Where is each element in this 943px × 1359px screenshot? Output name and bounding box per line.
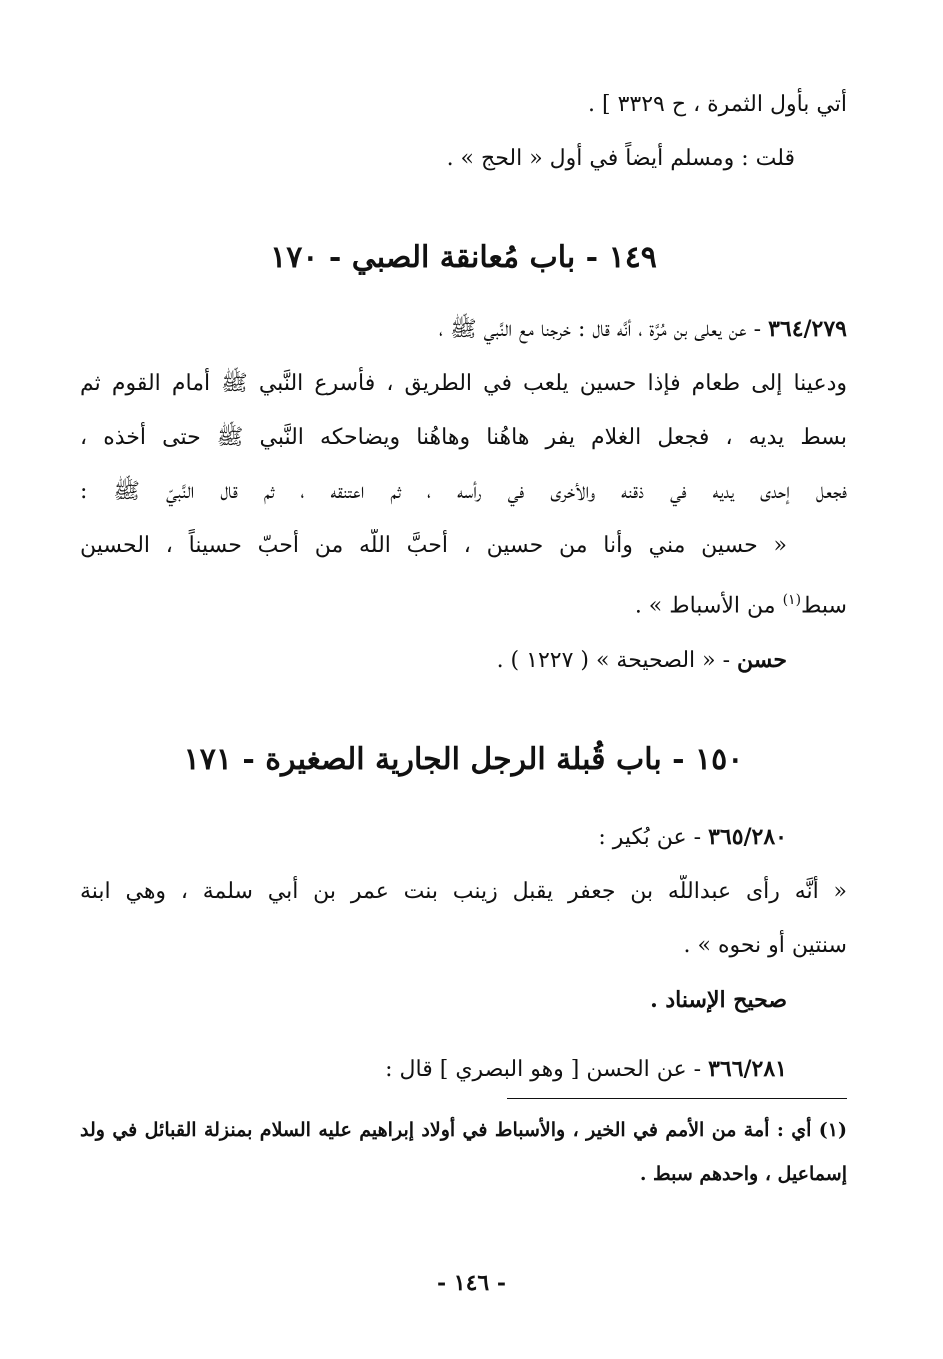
hadith-first-line (80, 820, 847, 855)
grade-source: - « الصحيحة » ( ١٢٢٧ ) . (496, 648, 738, 674)
footnote-separator (507, 1098, 847, 1099)
hadith-line: فجعل إحدى يديه في ذقنه والأخرى في رأسه ، ثم اعتنقه ، ثم قال النَّبيّ ﷺ : (80, 479, 847, 504)
hadith-first-line (80, 312, 847, 347)
footnote-line: (١) أي : أمة من الأمم في الخير ، والأسباط في أولاد إبراهيم عليه السلام بمنزلة القبائل في ولد (80, 1119, 847, 1141)
hadith-text: - عن يعلى بن مُرَّة ، أنَّه قال : خرجنا مع النَّبي ﷺ ، (438, 317, 762, 342)
grade-line: صحيح الإسناد . (650, 987, 787, 1013)
footnotes (80, 1112, 847, 1192)
chapter-heading-150: ١٥٠ - باب قُبلة الرجل الجارية الصغيرة - ١٧١ (183, 742, 744, 777)
top-continuation (80, 88, 847, 176)
hadith-280 (80, 820, 847, 1017)
hadith-line: « حسين مني وأنا من حسين ، أحبَّ اللَّه من أحبّ حسيناً ، الحسين (80, 533, 787, 558)
hadith-last-line (80, 583, 847, 623)
note-line: قلت : ومسلم أيضاً في أول « الحج » . (446, 146, 795, 171)
word-sibt: سبط (801, 593, 847, 619)
hadith-last-line: سنتين أو نحوه » . (683, 933, 847, 958)
grade-word: حسن (737, 647, 787, 674)
hadith-text-end: من الأسباط » . (634, 593, 783, 619)
footnote-ref: (١) (782, 592, 802, 608)
hadith-text: - عن بُكير : (598, 825, 709, 850)
hadith-number: ٣٦٦/٢٨١ (708, 1056, 787, 1082)
hadith-number: ٣٦٥/٢٨٠ (708, 824, 787, 850)
hadith-line: « أنَّه رأى عبداللَّه بن جعفر يقبل زينب بنت عمر بن أبي سلمة ، وهي ابنة (80, 879, 847, 904)
footnote-line: إسماعيل ، واحدهم سبط . (639, 1163, 847, 1185)
hadith-first-line (80, 1052, 847, 1087)
chapter-heading-149: ١٤٩ - باب مُعانقة الصبي - ١٧٠ (270, 240, 657, 275)
grade-line (80, 643, 847, 678)
hadith-279 (80, 312, 847, 678)
hadith-line: ودعينا إلى طعام فإذا حسين يلعب في الطريق ، فأسرع النَّبي ﷺ أمام القوم ثم (80, 371, 847, 396)
page-number: - ١٤٦ - (436, 1270, 507, 1296)
hadith-281 (80, 1052, 847, 1087)
hadith-number: ٣٦٤/٢٧٩ (768, 316, 847, 342)
hadith-text: - عن الحسن [ وهو البصري ] قال : (385, 1057, 709, 1082)
continuation-line: أتي بأول الثمرة ، ح ٣٣٢٩ ] . (588, 92, 847, 117)
hadith-line: بسط يديه ، فجعل الغلام يفر هاهُنا وهاهُنا ويضاحكه النَّبي ﷺ حتى أخذه ، (80, 425, 847, 450)
